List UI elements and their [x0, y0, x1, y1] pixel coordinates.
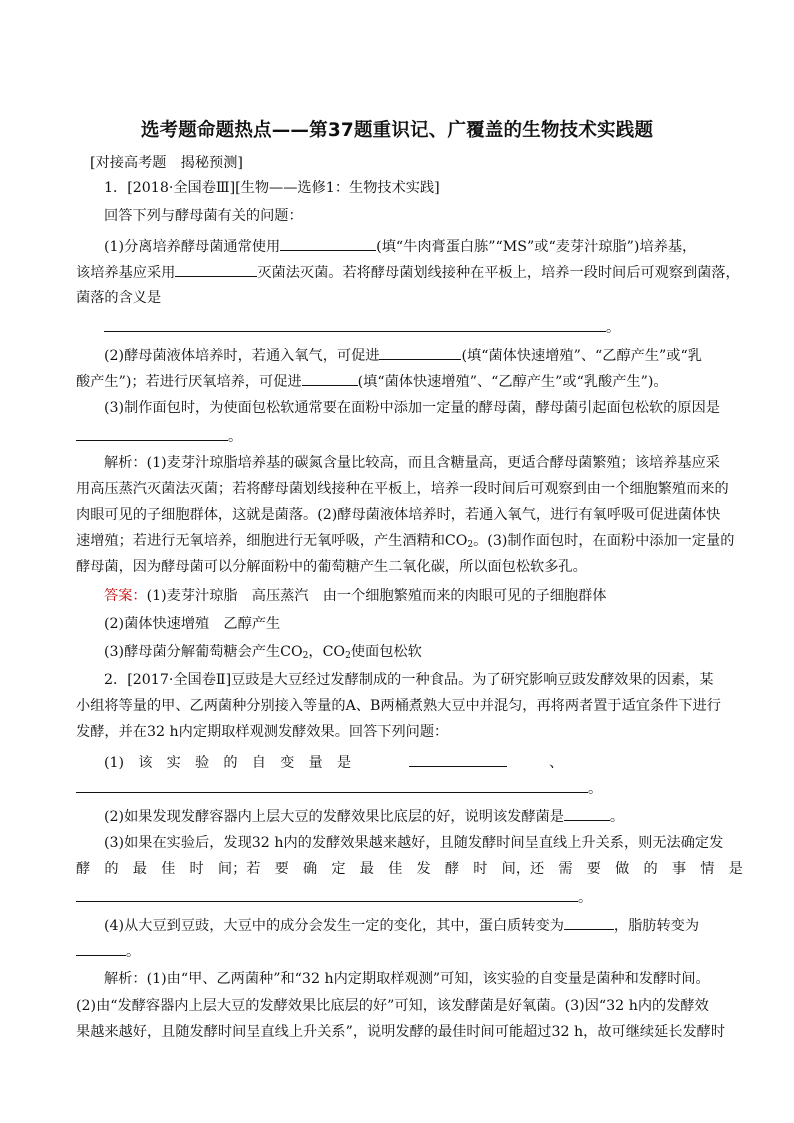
q1-answer-line3: (3)酵母菌分解葡萄糖会产生$CO_2$，$CO_2$使面包松软 [104, 644, 422, 661]
q1-part2-line2: 酸产生”)；若进行厌氧培养，可促进 (填“菌体快速增殖”、“乙醇产生”或“乳酸产生”)。 [76, 368, 721, 392]
q1-header: 1．[2018·全国卷Ⅲ][生物——选修1：生物技术实践] [104, 180, 440, 196]
q2-stem-line3: 发酵，并在32 h内定期取样观测发酵效果。回答下列问题： [76, 724, 449, 740]
answer-blank[interactable] [76, 775, 588, 793]
q2-part4-line1: (4)从大豆到豆豉，大豆中的成分会发生一定的变化，其中，蛋白质转变为 ，脂肪转变为 [104, 912, 721, 936]
q1-analysis-line2: 用高压蒸汽灭菌法灭菌；若将酵母菌划线接种在平板上，培养一段时间后可观察到由一个细胞繁殖而来的 [76, 481, 729, 497]
answer-blank[interactable] [76, 423, 228, 441]
q2-part1-line2: 。 [76, 775, 721, 799]
answer-blank[interactable] [564, 803, 610, 821]
answer-label: 答案： [104, 588, 147, 604]
q1-part3-line2: 。 [76, 423, 721, 447]
q2-stem-line1: 2．[2017·全国卷Ⅱ]豆豉是大豆经过发酵制成的一种食品。为了研究影响豆豉发酵效果的因素，某 [104, 672, 714, 688]
q1-answer-line2: (2)菌体快速增殖 乙醇产生 [104, 616, 281, 632]
q2-part4-line2: 。 [76, 938, 721, 962]
answer-blank[interactable] [76, 938, 126, 956]
q2-part3-line2: 酵 的 最 佳 时 间；若 要 确 定 最 佳 发 酵 时 间，还 需 要 做 的 事 情 是 [76, 861, 743, 877]
q2-part3-line1: (3)如果在实验后，发现32 h内的发酵效果越来越好，且随发酵时间呈直线上升关系，则无法确定发 [104, 835, 724, 851]
answer-blank[interactable] [379, 342, 461, 360]
q1-intro: 回答下列与酵母菌有关的问题： [104, 208, 303, 224]
answer-blank[interactable] [280, 233, 376, 251]
answer-blank[interactable] [104, 314, 606, 332]
q2-analysis-line2: (2)由“发酵容器内上层大豆的发酵效果比底层的好”可知，该发酵菌是好氧菌。(3)因“32 h内的发酵效 [76, 998, 709, 1014]
q1-part1-line4: 。 [104, 314, 721, 338]
q1-analysis-line3: 肉眼可见的子细胞群体，这就是菌落。(2)酵母菌液体培养时，若通入氧气，进行有氧呼吸可促进菌体快 [76, 507, 721, 523]
answer-blank[interactable] [409, 749, 507, 767]
q1-part3-line1: (3)制作面包时，为使面包松软通常要在面粉中添加一定量的酵母菌，酵母菌引起面包松软的原因是 [104, 400, 720, 416]
q1-part2-line1: (2)酵母菌液体培养时，若通入氧气，可促进 (填“菌体快速增殖”、“乙醇产生”或“乳 [104, 342, 721, 366]
q1-analysis-line4: 速增殖；若进行无氧培养，细胞进行无氧呼吸，产生酒精和$CO_2$。(3)制作面包时，在面粉中添加一定量的 [76, 533, 735, 550]
q2-part3-line3: 。 [76, 884, 721, 908]
q2-stem-line2: 小组将等量的甲、乙两菌种分别接入等量的A、B两桶煮熟大豆中并混匀，再将两者置于适宜条件下进行 [76, 698, 721, 714]
q2-analysis-line1: 解析：(1)由“甲、乙两菌种”和“32 h内定期取样观测”可知，该实验的自变量是菌种和发酵时间。 [104, 971, 710, 987]
q2-analysis-line3: 果越来越好，且随发酵时间呈直线上升关系”，说明发酵的最佳时间可能超过32 h，故可继续延长发酵时 [76, 1024, 726, 1040]
q1-analysis-line1: 解析：(1)麦芽汁琼脂培养基的碳氮含量比较高，而且含糖量高，更适合酵母菌繁殖；该培养基应采 [104, 455, 720, 471]
q2-part2: (2)如果发现发酵容器内上层大豆的发酵效果比底层的好，说明该发酵菌是 。 [104, 803, 721, 827]
q1-part1-line3: 菌落的含义是 [76, 290, 162, 306]
answer-blank[interactable] [76, 884, 578, 902]
section-tag: [对接高考题 揭秘预测] [90, 155, 243, 171]
q1-analysis-line5: 酵母菌，因为酵母菌可以分解面粉中的葡萄糖产生二氧化碳，所以面包松软多孔。 [76, 559, 587, 575]
answer-blank[interactable] [564, 912, 614, 930]
q2-part1-line1: (1) 该 实 验 的 自 变 量 是 、 [104, 749, 721, 773]
q1-part1-line1: (1)分离培养酵母菌通常使用 (填“牛肉膏蛋白胨”“MS”或“麦芽汁琼脂”)培养基， [104, 233, 721, 257]
q1-answer-line1: 答案：(1)麦芽汁琼脂 高压蒸汽 由一个细胞繁殖而来的肉眼可见的子细胞群体 [104, 588, 607, 604]
page-title: 选考题命题热点——第37题重识记、广覆盖的生物技术实践题 [140, 120, 654, 141]
answer-blank[interactable] [175, 259, 257, 277]
answer-blank[interactable] [302, 368, 358, 386]
q1-part1-line2: 该培养基应采用 灭菌法灭菌。若将酵母菌划线接种在平板上，培养一段时间后可观察到菌落， [76, 259, 721, 283]
